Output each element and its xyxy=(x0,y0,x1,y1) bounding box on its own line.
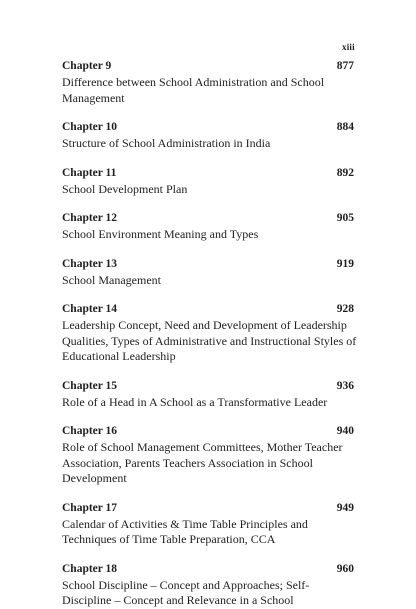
chapter-title: School Development Plan xyxy=(62,181,188,196)
chapter-title: School Management xyxy=(62,272,161,287)
toc-entry-chapter-11 xyxy=(62,165,357,198)
toc-entry-chapter-13 xyxy=(62,256,357,289)
chapter-label: Chapter 16 xyxy=(62,425,118,437)
chapter-label: Chapter 11 xyxy=(62,166,117,179)
chapter-page-number: 892 xyxy=(336,166,354,179)
toc-entry-chapter-12 xyxy=(62,210,357,243)
chapter-title: Role of a Head in A School as a Transformative Leader xyxy=(62,394,328,409)
chapter-label: Chapter 12 xyxy=(62,212,118,224)
toc-entry-header xyxy=(62,500,357,516)
toc-entry-header xyxy=(62,165,357,181)
chapter-title: Difference between School Administration and School Management xyxy=(62,75,325,105)
chapter-page-number: 960 xyxy=(336,562,354,575)
toc-entry-chapter-10 xyxy=(62,119,357,152)
chapter-title: Calendar of Activities & Time Table Principles and Techniques of Time Table Preparation, CCA xyxy=(62,516,308,546)
chapter-page-number: 877 xyxy=(336,60,354,72)
chapter-page-number: 884 xyxy=(336,121,354,133)
table-of-contents xyxy=(62,58,357,609)
chapter-title: Structure of School Administration in India xyxy=(62,136,271,150)
toc-entry-header xyxy=(62,301,357,317)
chapter-page-number: 936 xyxy=(336,379,354,392)
toc-entry-header xyxy=(62,119,357,135)
toc-entry-chapter-9 xyxy=(62,58,357,106)
chapter-page-number: 940 xyxy=(336,425,354,437)
toc-entry-header xyxy=(62,378,357,394)
chapter-page-number: 905 xyxy=(336,212,354,224)
chapter-label: Chapter 17 xyxy=(62,501,118,514)
toc-entry-header xyxy=(62,58,357,74)
toc-entry-chapter-15 xyxy=(62,378,357,411)
chapter-label: Chapter 15 xyxy=(62,379,118,392)
chapter-page-number: 928 xyxy=(336,303,354,315)
chapter-title: School Environment Meaning and Types xyxy=(62,227,259,241)
toc-entry-header xyxy=(62,561,357,577)
chapter-label: Chapter 13 xyxy=(62,257,118,270)
chapter-title: Leadership Concept, Need and Development of Leadership Qualities, Types of Administrative and Instructional Styles of Educational Leadership xyxy=(62,318,357,363)
chapter-page-number: 949 xyxy=(336,501,354,514)
chapter-label: Chapter 18 xyxy=(62,562,118,575)
toc-entry-header xyxy=(62,210,357,226)
chapter-title: Role of School Management Committees, Mother Teacher Association, Parents Teachers Association in School Development xyxy=(62,440,343,485)
page-number: xiii xyxy=(342,42,355,52)
toc-entry-chapter-16 xyxy=(62,423,357,487)
toc-entry-header xyxy=(62,423,357,439)
chapter-label: Chapter 9 xyxy=(62,60,112,72)
toc-entry-chapter-17 xyxy=(62,500,357,548)
chapter-title: School Discipline – Concept and Approaches; Self-Discipline – Concept and Relevance in a School xyxy=(62,577,310,607)
toc-entry-chapter-14 xyxy=(62,301,357,365)
chapter-label: Chapter 10 xyxy=(62,121,118,133)
chapter-page-number: 919 xyxy=(336,257,354,270)
toc-entry-chapter-18 xyxy=(62,561,357,609)
toc-entry-header xyxy=(62,256,357,272)
chapter-label: Chapter 14 xyxy=(62,303,118,315)
